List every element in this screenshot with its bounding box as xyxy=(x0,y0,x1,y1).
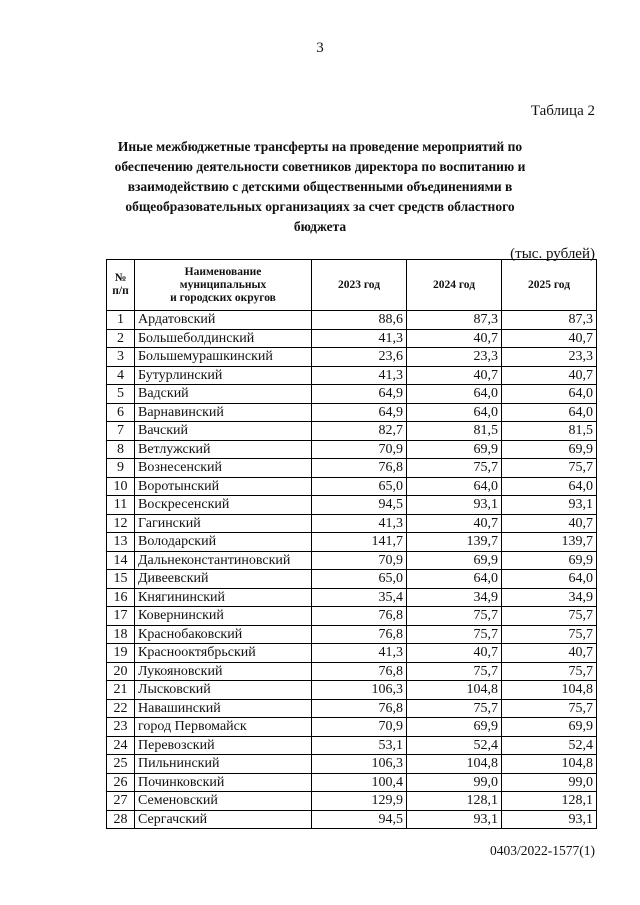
row-value-2023: 41,3 xyxy=(312,366,407,385)
row-value-2023: 94,5 xyxy=(312,496,407,515)
row-name: Воскресенский xyxy=(135,496,312,515)
row-value-2023: 129,9 xyxy=(312,792,407,811)
header-2024: 2024 год xyxy=(407,260,502,311)
row-value-2024: 64,0 xyxy=(407,477,502,496)
title-line: общеобразовательных организациях за счет средств областного xyxy=(125,199,515,214)
row-value-2025: 75,7 xyxy=(502,699,597,718)
row-value-2024: 64,0 xyxy=(407,403,502,422)
row-value-2023: 106,3 xyxy=(312,681,407,700)
table-row xyxy=(107,366,597,385)
table-row xyxy=(107,773,597,792)
row-name: Бутурлинский xyxy=(135,366,312,385)
title-line: взаимодействию с детскими общественными объединениями в xyxy=(127,179,513,194)
table-row xyxy=(107,496,597,515)
row-number: 25 xyxy=(107,755,135,774)
row-name: Вачский xyxy=(135,422,312,441)
row-name: Гагинский xyxy=(135,514,312,533)
row-number: 10 xyxy=(107,477,135,496)
row-value-2024: 128,1 xyxy=(407,792,502,811)
row-value-2023: 76,8 xyxy=(312,699,407,718)
row-value-2024: 40,7 xyxy=(407,366,502,385)
row-value-2025: 64,0 xyxy=(502,477,597,496)
header-name-line: муниципальных xyxy=(179,278,267,291)
row-name: Перевозский xyxy=(135,736,312,755)
row-value-2024: 99,0 xyxy=(407,773,502,792)
row-value-2025: 64,0 xyxy=(502,403,597,422)
row-value-2025: 40,7 xyxy=(502,514,597,533)
row-value-2023: 141,7 xyxy=(312,533,407,552)
table-row xyxy=(107,551,597,570)
row-number: 14 xyxy=(107,551,135,570)
row-name: Ковернинский xyxy=(135,607,312,626)
row-name: Большеболдинский xyxy=(135,329,312,348)
row-number: 23 xyxy=(107,718,135,737)
row-value-2025: 52,4 xyxy=(502,736,597,755)
table-row xyxy=(107,718,597,737)
row-value-2024: 64,0 xyxy=(407,385,502,404)
row-value-2024: 93,1 xyxy=(407,496,502,515)
title-line: Иные межбюджетные трансферты на проведение мероприятий по xyxy=(117,139,523,154)
row-value-2025: 23,3 xyxy=(502,348,597,367)
page-number: 3 xyxy=(316,40,324,56)
title-line: обеспечению деятельности советников директора по воспитанию и xyxy=(114,159,526,174)
row-name: Лысковский xyxy=(135,681,312,700)
row-value-2025: 69,9 xyxy=(502,551,597,570)
row-name: Навашинский xyxy=(135,699,312,718)
table-row xyxy=(107,477,597,496)
header-name xyxy=(135,260,312,311)
row-number: 15 xyxy=(107,570,135,589)
row-value-2025: 75,7 xyxy=(502,459,597,478)
row-name: Воротынский xyxy=(135,477,312,496)
row-value-2023: 41,3 xyxy=(312,514,407,533)
row-value-2025: 40,7 xyxy=(502,644,597,663)
document-title xyxy=(110,137,530,237)
row-value-2024: 69,9 xyxy=(407,718,502,737)
row-value-2023: 65,0 xyxy=(312,477,407,496)
row-number: 18 xyxy=(107,625,135,644)
table-row xyxy=(107,459,597,478)
row-value-2023: 106,3 xyxy=(312,755,407,774)
table-row xyxy=(107,311,597,330)
table-row xyxy=(107,348,597,367)
row-number: 27 xyxy=(107,792,135,811)
row-value-2025: 99,0 xyxy=(502,773,597,792)
row-value-2023: 70,9 xyxy=(312,718,407,737)
table-row xyxy=(107,514,597,533)
row-name: Дальнеконстантиновский xyxy=(135,551,312,570)
row-number: 2 xyxy=(107,329,135,348)
row-value-2025: 40,7 xyxy=(502,329,597,348)
table-row xyxy=(107,755,597,774)
row-value-2025: 69,9 xyxy=(502,718,597,737)
row-number: 21 xyxy=(107,681,135,700)
table-row xyxy=(107,699,597,718)
row-value-2024: 104,8 xyxy=(407,681,502,700)
row-value-2025: 139,7 xyxy=(502,533,597,552)
row-value-2024: 75,7 xyxy=(407,662,502,681)
row-name: Краснооктябрьский xyxy=(135,644,312,663)
table-row xyxy=(107,422,597,441)
row-value-2024: 23,3 xyxy=(407,348,502,367)
row-value-2024: 34,9 xyxy=(407,588,502,607)
table-row xyxy=(107,681,597,700)
row-value-2025: 104,8 xyxy=(502,755,597,774)
row-value-2024: 104,8 xyxy=(407,755,502,774)
row-value-2024: 40,7 xyxy=(407,644,502,663)
row-number: 24 xyxy=(107,736,135,755)
row-value-2025: 128,1 xyxy=(502,792,597,811)
row-number: 20 xyxy=(107,662,135,681)
row-name: Княгининский xyxy=(135,588,312,607)
header-number-line: п/п xyxy=(112,285,129,297)
row-name: Сергачский xyxy=(135,810,312,829)
table-header-row xyxy=(107,260,597,311)
row-number: 5 xyxy=(107,385,135,404)
row-value-2025: 75,7 xyxy=(502,625,597,644)
row-name: Лукояновский xyxy=(135,662,312,681)
row-number: 7 xyxy=(107,422,135,441)
table-row xyxy=(107,607,597,626)
row-value-2024: 75,7 xyxy=(407,625,502,644)
table-label: Таблица 2 xyxy=(530,103,595,119)
row-value-2023: 41,3 xyxy=(312,329,407,348)
row-value-2023: 100,4 xyxy=(312,773,407,792)
row-name: Дивеевский xyxy=(135,570,312,589)
row-value-2023: 41,3 xyxy=(312,644,407,663)
row-number: 11 xyxy=(107,496,135,515)
row-name: Вознесенский xyxy=(135,459,312,478)
table-row xyxy=(107,644,597,663)
row-value-2023: 82,7 xyxy=(312,422,407,441)
table-row xyxy=(107,588,597,607)
row-value-2024: 40,7 xyxy=(407,329,502,348)
header-name-line: и городских округов xyxy=(170,291,276,304)
row-value-2025: 81,5 xyxy=(502,422,597,441)
table-row xyxy=(107,662,597,681)
row-value-2023: 53,1 xyxy=(312,736,407,755)
row-value-2023: 76,8 xyxy=(312,459,407,478)
row-value-2023: 76,8 xyxy=(312,625,407,644)
table-row xyxy=(107,570,597,589)
row-value-2023: 76,8 xyxy=(312,662,407,681)
row-number: 1 xyxy=(107,311,135,330)
row-number: 8 xyxy=(107,440,135,459)
row-value-2025: 64,0 xyxy=(502,385,597,404)
header-name-line: Наименование xyxy=(184,265,262,278)
row-name: Семеновский xyxy=(135,792,312,811)
row-name: Починковский xyxy=(135,773,312,792)
transfers-table xyxy=(106,259,597,829)
row-value-2024: 93,1 xyxy=(407,810,502,829)
row-value-2024: 75,7 xyxy=(407,607,502,626)
table-row xyxy=(107,810,597,829)
row-number: 3 xyxy=(107,348,135,367)
table-row xyxy=(107,533,597,552)
row-value-2024: 139,7 xyxy=(407,533,502,552)
row-number: 6 xyxy=(107,403,135,422)
header-number-line: № xyxy=(114,272,127,284)
row-number: 16 xyxy=(107,588,135,607)
row-value-2023: 94,5 xyxy=(312,810,407,829)
row-name: Варнавинский xyxy=(135,403,312,422)
row-value-2023: 70,9 xyxy=(312,551,407,570)
table-row xyxy=(107,625,597,644)
row-value-2025: 104,8 xyxy=(502,681,597,700)
row-value-2025: 75,7 xyxy=(502,607,597,626)
header-2023: 2023 год xyxy=(312,260,407,311)
row-value-2023: 70,9 xyxy=(312,440,407,459)
row-value-2024: 69,9 xyxy=(407,551,502,570)
row-name: Большемурашкинский xyxy=(135,348,312,367)
title-line: бюджета xyxy=(293,219,347,234)
row-number: 28 xyxy=(107,810,135,829)
header-number xyxy=(107,260,135,311)
table-row xyxy=(107,736,597,755)
row-value-2024: 87,3 xyxy=(407,311,502,330)
table-row xyxy=(107,329,597,348)
row-value-2025: 93,1 xyxy=(502,496,597,515)
row-value-2023: 88,6 xyxy=(312,311,407,330)
row-value-2024: 52,4 xyxy=(407,736,502,755)
table-row xyxy=(107,385,597,404)
row-value-2025: 75,7 xyxy=(502,662,597,681)
row-name: Краснобаковский xyxy=(135,625,312,644)
row-name: Володарский xyxy=(135,533,312,552)
row-value-2024: 75,7 xyxy=(407,459,502,478)
units-label: (тыс. рублей) xyxy=(510,246,595,262)
row-value-2025: 69,9 xyxy=(502,440,597,459)
table-row xyxy=(107,792,597,811)
row-name: Вадский xyxy=(135,385,312,404)
row-value-2023: 23,6 xyxy=(312,348,407,367)
row-value-2024: 40,7 xyxy=(407,514,502,533)
row-number: 19 xyxy=(107,644,135,663)
row-name: Ветлужский xyxy=(135,440,312,459)
row-value-2025: 93,1 xyxy=(502,810,597,829)
row-number: 26 xyxy=(107,773,135,792)
row-number: 9 xyxy=(107,459,135,478)
row-number: 17 xyxy=(107,607,135,626)
header-2025: 2025 год xyxy=(502,260,597,311)
document-code: 0403/2022-1577(1) xyxy=(490,843,595,858)
row-value-2024: 69,9 xyxy=(407,440,502,459)
row-value-2025: 40,7 xyxy=(502,366,597,385)
row-value-2023: 64,9 xyxy=(312,403,407,422)
row-value-2023: 65,0 xyxy=(312,570,407,589)
row-value-2025: 34,9 xyxy=(502,588,597,607)
row-value-2023: 35,4 xyxy=(312,588,407,607)
row-number: 22 xyxy=(107,699,135,718)
row-value-2023: 76,8 xyxy=(312,607,407,626)
row-value-2023: 64,9 xyxy=(312,385,407,404)
row-value-2025: 87,3 xyxy=(502,311,597,330)
row-number: 4 xyxy=(107,366,135,385)
table-row xyxy=(107,440,597,459)
row-value-2024: 75,7 xyxy=(407,699,502,718)
row-number: 13 xyxy=(107,533,135,552)
row-value-2024: 81,5 xyxy=(407,422,502,441)
row-name: город Первомайск xyxy=(135,718,312,737)
row-value-2025: 64,0 xyxy=(502,570,597,589)
table-body xyxy=(107,311,597,829)
row-value-2024: 64,0 xyxy=(407,570,502,589)
row-name: Ардатовский xyxy=(135,311,312,330)
table-row xyxy=(107,403,597,422)
row-name: Пильнинский xyxy=(135,755,312,774)
row-number: 12 xyxy=(107,514,135,533)
